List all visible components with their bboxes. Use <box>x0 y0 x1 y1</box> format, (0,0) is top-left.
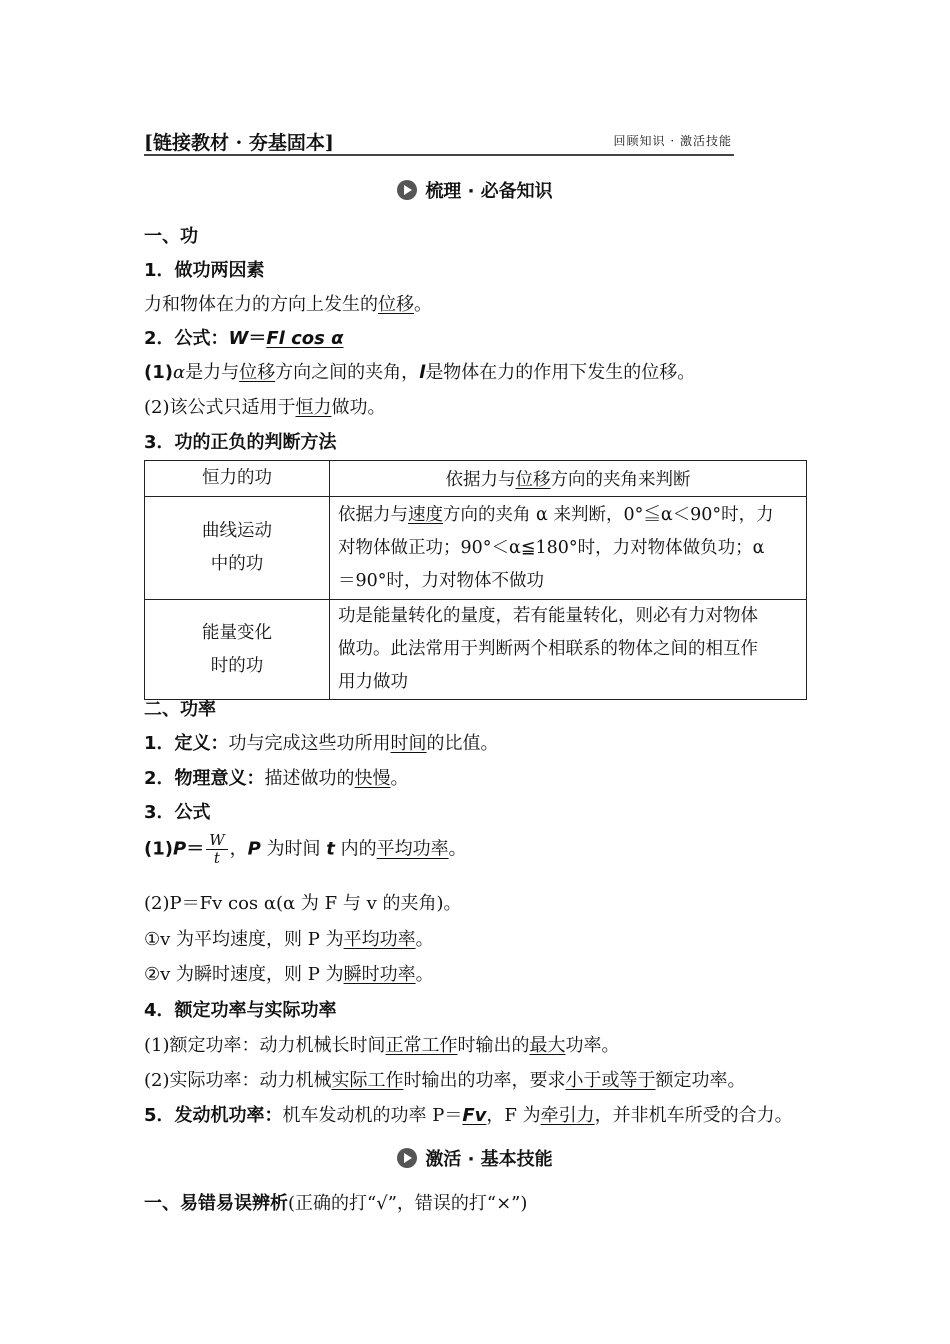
actual-power-text: (2)实际功率：动力机械实际工作时输出的功率，要求小于或等于额定功率。 <box>144 1070 746 1091</box>
section-heading-skills: 激活 · 基本技能 <box>0 1145 950 1171</box>
section-heading-knowledge: 梳理 · 必备知识 <box>0 177 950 203</box>
power-meaning: 2．物理意义：描述做功的快慢。 <box>144 768 409 789</box>
work-formula: 2．公式：W＝Fl cos α <box>144 328 344 349</box>
rated-power-title: 4．额定功率与实际功率 <box>144 1000 337 1021</box>
part2-title: 二、功率 <box>144 699 216 720</box>
table-row <box>145 497 807 600</box>
power-definition: 1．定义：功与完成这些功所用时间的比值。 <box>144 733 499 754</box>
table-header-cell: 恒力的功 <box>145 461 330 497</box>
fraction: $\frac{W}{t}$ <box>206 832 227 867</box>
table-cell: 依据力与速度方向的夹角 α 来判断，0°≦α＜90°时，力 对物体做正功；90°＜α≦180°时，力对物体做负功；α ＝90°时，力对物体不做功 <box>330 497 807 600</box>
table-header-cell: 依据力与位移方向的夹角来判断 <box>330 461 807 497</box>
average-power-note: ①v 为平均速度，则 P 为平均功率。 <box>144 929 434 950</box>
instant-power-note: ②v 为瞬时速度，则 P 为瞬时功率。 <box>144 964 434 985</box>
table-cell: 功是能量转化的量度，若有能量转化，则必有力对物体 做功。此法常用于判断两个相联系的物体之间的相互作 用力做功 <box>330 600 807 700</box>
work-factors-title: 1．做功两因素 <box>144 260 265 281</box>
play-icon <box>397 1148 417 1168</box>
part1-title: 一、功 <box>144 226 198 247</box>
play-icon <box>397 180 417 200</box>
header-right: 回顾知识 · 激活技能 <box>613 134 732 148</box>
header-left: [链接教材 · 夯基固本] <box>144 132 334 154</box>
work-sign-table <box>144 460 807 700</box>
power-formula-title: 3．公式 <box>144 802 211 823</box>
power-formula-1: (1)P＝ $\frac{W}{t}$ ，P 为时间 t 内的平均功率。 <box>144 831 467 867</box>
sign-method-title: 3．功的正负的判断方法 <box>144 432 337 453</box>
table-cell: 曲线运动 中的功 <box>145 497 330 600</box>
engine-power-text: 5．发动机功率：机车发动机的功率 P＝Fv，F 为牵引力，并非机车所受的合力。 <box>144 1105 793 1126</box>
table-row <box>145 600 807 700</box>
table-cell: 能量变化 时的功 <box>145 600 330 700</box>
error-analysis-title: 一、易错易误辨析(正确的打“√”，错误的打“×”) <box>144 1193 528 1214</box>
formula-note-1: (1)α是力与位移方向之间的夹角，l是物体在力的作用下发生的位移。 <box>144 362 696 383</box>
rated-power-text: (1)额定功率：动力机械长时间正常工作时输出的最大功率。 <box>144 1035 620 1056</box>
table-row <box>145 461 807 497</box>
power-formula-2: (2)P＝Fv cos α(α 为 F 与 v 的夹角)。 <box>144 893 462 914</box>
formula-note-2: (2)该公式只适用于恒力做功。 <box>144 397 386 418</box>
work-factors-text: 力和物体在力的方向上发生的位移。 <box>144 294 432 315</box>
page-header <box>144 126 734 156</box>
